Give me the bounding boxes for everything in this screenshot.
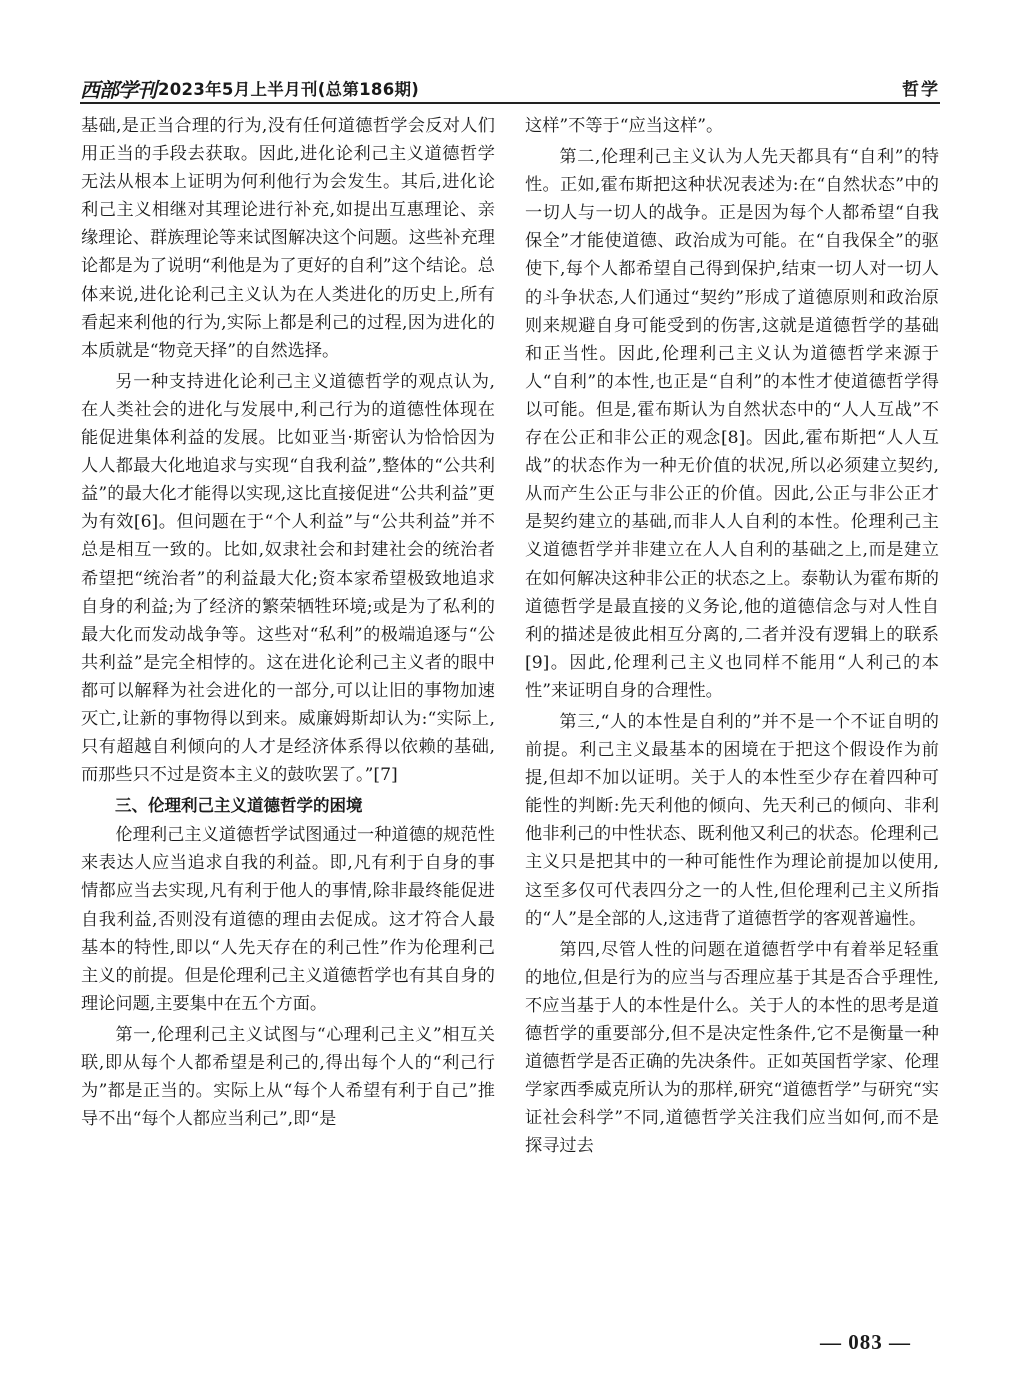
paragraph: 另一种支持进化论利己主义道德哲学的观点认为,在人类社会的进化与发展中,利己行为的道德性体现在能促进集体利益的发展。比如亚当·斯密认为恰恰因为人人都最大化地追求与实现“自我利益”,整体的“公共利益”的最大化才能得以实现,这比直接促进“公共利益”更为有效[6]。但问题在于“个人利益”与“公共利益”并不总是相互一致的。比如,奴隶社会和封建社会的统治者希望把“统治者”的利益最大化;资本家希望极致地追求自身的利益;为了经济的繁荣牺牲环境;或是为了私利的最大化而发动战争等。这些对“私利”的极端追逐与“公共利益”是完全相悖的。这在进化论利己主义者的眼中都可以解释为社会进化的一部分,可以让旧的事物加速灭亡,让新的事物得以到来。威廉姆斯却认为:“实际上,只有超越自利倾向的人才是经济体系得以依赖的基础,而那些只不过是资本主义的鼓吹罢了。”[7] (81, 371, 495, 786)
left-column (81, 112, 495, 1133)
right-column (525, 112, 939, 1160)
section-title: 哲学 (902, 80, 940, 100)
page-header (80, 72, 940, 100)
journal-logo: 西部学刊 (80, 78, 156, 102)
section-heading: 三、伦理利己主义道德哲学的困境 (115, 796, 363, 816)
page-number: — 083 — (820, 1330, 911, 1354)
journal-issue: 2023年5月上半月刊(总第186期) (158, 80, 420, 99)
paragraph: 第二,伦理利己主义认为人先天都具有“自利”的特性。正如,霍布斯把这种状况表述为:在“自然状态”中的一切人与一切人的战争。正是因为每个人都希望“自我保全”才能使道德、政治成为可能。在“自我保全”的驱使下,每个人都希望自己得到保护,结束一切人对一切人的斗争状态,人们通过“契约”形成了道德原则和政治原则来规避自身可能受到的伤害,这就是道德哲学的基础和正当性。因此,伦理利己主义认为道德哲学来源于人“自利”的本性,也正是“自利”的本性才使道德哲学得以可能。但是,霍布斯认为自然状态中的“人人互战”不存在公正和非公正的观念[8]。因此,霍布斯把“人人互战”的状态作为一种无价值的状况,所以必须建立契约,从而产生公正与非公正的价值。因此,公正与非公正才是契约建立的基础,而非人人自利的本性。伦理利己主义道德哲学并非建立在人人自利的基础之上,而是建立在如何解决这种非公正的状态之上。泰勒认为霍布斯的道德哲学是最直接的义务论,他的道德信念与对人性自利的描述是彼此相互分离的,二者并没有逻辑上的联系[9]。因此,伦理利己主义也同样不能用“人利己的本性”来证明自身的合理性。 (525, 147, 939, 701)
paragraph: 这样”不等于“应当这样”。 (525, 116, 724, 136)
paragraph: 第三,“人的本性是自利的”并不是一个不证自明的前提。利己主义最基本的困境在于把这个假设作为前提,但却不加以证明。关于人的本性至少存在着四种可能性的判断:先天利他的倾向、先天利己的倾向、非利他非利己的中性状态、既利他又利己的状态。伦理利己主义只是把其中的一种可能性作为理论前提加以使用,这至多仅可代表四分之一的人性,但伦理利己主义所指的“人”是全部的人,这违背了道德哲学的客观普遍性。 (525, 711, 939, 929)
header-rule (80, 102, 940, 104)
paragraph: 伦理利己主义道德哲学试图通过一种道德的规范性来表达人应当追求自我的利益。即,凡有利于自身的事情都应当去实现,凡有利于他人的事情,除非最终能促进自我利益,否则没有道德的理由去促成。这才符合人最基本的特性,即以“人先天存在的利己性”作为伦理利己主义的前提。但是伦理利己主义道德哲学也有其自身的理论问题,主要集中在五个方面。 (81, 825, 495, 1014)
paragraph: 基础,是正当合理的行为,没有任何道德哲学会反对人们用正当的手段去获取。因此,进化论利己主义道德哲学无法从根本上证明为何利他行为会发生。其后,进化论利己主义相继对其理论进行补充,如提出互惠理论、亲缘理论、群族理论等来试图解决这个问题。这些补充理论都是为了说明“利他是为了更好的自利”这个结论。总体来说,进化论利己主义认为在人类进化的历史上,所有看起来利他的行为,实际上都是利己的过程,因为进化的本质就是“物竞天择”的自然选择。 (81, 116, 495, 361)
paragraph: 第一,伦理利己主义试图与“心理利己主义”相互关联,即从每个人都希望是利己的,得出每个人的“利己行为”都是正当的。实际上从“每个人希望有利于自己”推导不出“每个人都应当利己”,即“是 (81, 1024, 495, 1130)
paragraph: 第四,尽管人性的问题在道德哲学中有着举足轻重的地位,但是行为的应当与否理应基于其是否合乎理性,不应当基于人的本性是什么。关于人的本性的思考是道德哲学的重要部分,但不是决定性条件,它不是衡量一种道德哲学是否正确的先决条件。正如英国哲学家、伦理学家西季威克所认为的那样,研究“道德哲学”与研究“实证社会科学”不同,道德哲学关注我们应当如何,而不是探寻过去 (525, 939, 939, 1157)
